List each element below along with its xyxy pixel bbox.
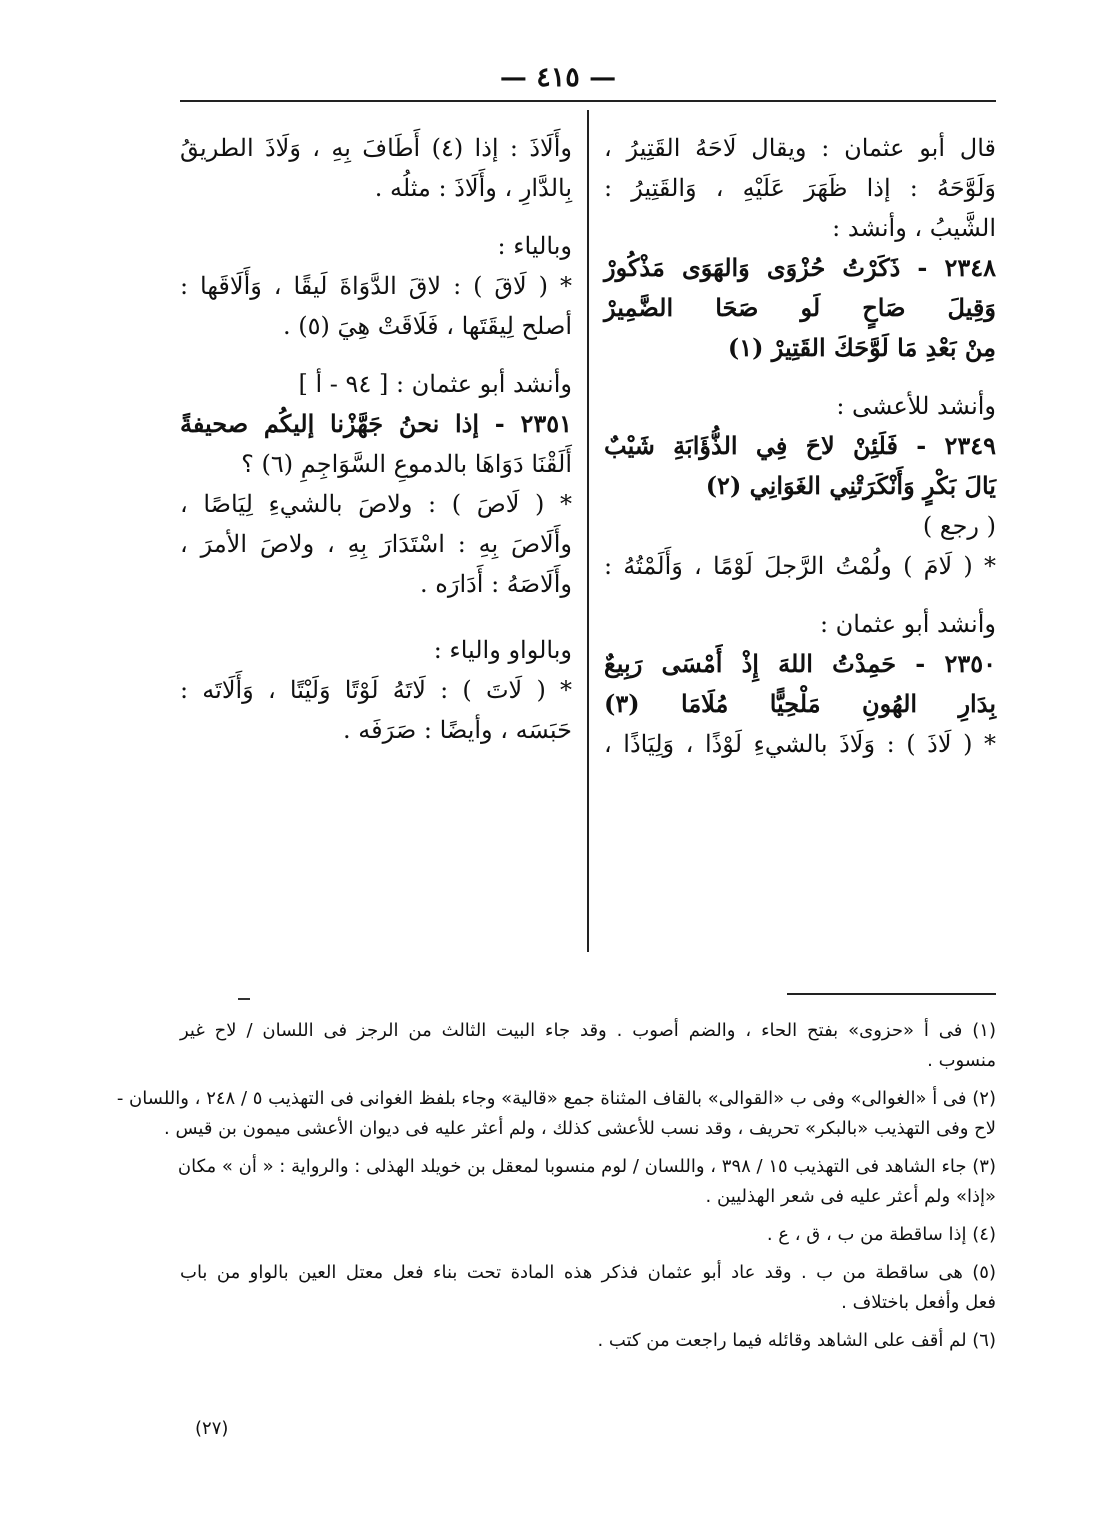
section-label: ( رجع ) <box>922 512 996 540</box>
entry-line: * ( لَاذَ ) : وَلَاذَ بالشيءِ لَوْذًا ، وَلِيَاذًا ، <box>604 730 996 758</box>
text-line: الشَّيبُ ، وأنشد : <box>832 214 996 242</box>
text-line: وأَلَاذَ : إذا (٤) أَطَافَ بِهِ ، وَلَاذَ الطريقُ <box>180 134 572 162</box>
verse-line: وَقِيلَ صَاحٍ لَو صَحَا الضَّمِيرْ <box>604 293 996 322</box>
footnote <box>180 1326 996 1356</box>
text-line: قال أبو عثمان : ويقال لَاحَهُ القَتِيرُ ، <box>604 134 996 162</box>
text-line: وأَلَاصَهُ : أَدَارَه . <box>420 570 572 598</box>
left-column <box>180 128 572 750</box>
header-rule <box>180 100 996 102</box>
footnote <box>180 1220 996 1250</box>
signature-mark: (٢٧) <box>195 1418 229 1439</box>
section-heading: وبالياء : <box>497 232 572 260</box>
footnote <box>180 1016 996 1076</box>
footnote-line: (٦) لم أقف على الشاهد وقائله فيما راجعت من كتب . <box>597 1330 996 1351</box>
text-line: أصلح لِيقَتَها ، فَلَاقَتْ هِيَ (٥) . <box>282 312 572 340</box>
footnote <box>180 1258 996 1318</box>
page-number: — ٤١٥ — <box>499 62 617 93</box>
verse-line: ٢٣٥١ - إذا نحنُ جَهَّزْنا إليكُم صحيفةً <box>180 409 572 438</box>
entry-line: * ( لَاتَ ) : لَاتَهُ لَوْتًا وَلَيْتًا ، وَأَلَاتَه : <box>180 676 572 704</box>
footnote-line: (٣) جاء الشاهد فى التهذيب ١٥ / ٣٩٨ ، واللسان / لوم منسوبا لمعقل بن خويلد الهذلى : والرواية : « أن » مكان <box>177 1156 996 1177</box>
entry-line: * ( لَاصَ ) : ولاصَ بالشيءِ لِيَاصًا ، <box>180 490 572 518</box>
column-divider <box>587 110 589 952</box>
footnote-rule-mark <box>238 998 250 1000</box>
verse-line: يَالَ بَكْرٍ وَأَنْكَرَتْنِي الغَوَانِي (٢) <box>705 471 996 500</box>
text-line: بِالدَّارِ ، وأَلَاذَ : مثلُه . <box>374 174 572 202</box>
text-line: حَبَسَه ، وأيضًا : صَرَفَه . <box>343 716 572 744</box>
footnote-line: (١) فى أ «حزوى» بفتح الحاء ، والضم أصوب . وقد جاء البيت الثالث من الرجز فى اللسان / لاح غير <box>180 1020 996 1041</box>
verse-line: مِنْ بَعْدِ مَا لَوَّحَكَ القَتِيرْ (١) <box>727 333 996 362</box>
footnote-line: لاح وفى التهذيب «بالبكر» تحريف ، وقد نسب للأعشى كذلك ، ولم أعثر عليه فى ديوان الأعشى ميمون بن قيس . <box>164 1118 996 1139</box>
text-line: وأنشد للأعشى : <box>836 392 996 420</box>
verse-line: بِدَارِ الهُونِ مَلْحِيًّا مُلَامَا (٣) <box>604 689 996 718</box>
text-line: وأَلَاصَ بِهِ : اسْتَدَارَ بِهِ ، ولاصَ الأمرَ ، <box>180 530 572 558</box>
text-line: وأنشد أبو عثمان : [ ٩٤ - أ ] <box>298 370 572 398</box>
footnote-line: (٥) هى ساقطة من ب . وقد عاد أبو عثمان فذكر هذه المادة تحت بناء فعل معتل العين بالواو من باب <box>180 1262 996 1283</box>
footnote <box>177 1152 996 1212</box>
footnote-line: «إذا» ولم أعثر عليه فى شعر الهذليين . <box>705 1186 996 1207</box>
footnote <box>116 1084 996 1144</box>
footnote-line: منسوب . <box>927 1050 996 1071</box>
footnote-line: (٢) فى أ «الغوالى» وفى ب «القوالى» بالقاف المثناة جمع «قالية» وجاء بلفظ الغوانى فى التهذيب ٥ / ٢٤٨ ، واللسان - <box>116 1088 996 1109</box>
footnote-line: (٤) إذا ساقطة من ب ، ق ، ع . <box>766 1224 996 1245</box>
section-heading: وبالواو والياء : <box>433 636 572 664</box>
entry-line: * ( لَامَ ) ولُمْتُ الرَّجلَ لَوْمًا ، وَأَلَمْتُهُ : <box>604 552 996 580</box>
footnote-rule <box>787 993 996 995</box>
entry-line: * ( لَاقَ ) : لاقَ الدَّوَاةَ لَيقًا ، وَأَلَاقَها : <box>180 272 572 300</box>
text-line: وأنشد أبو عثمان : <box>819 610 996 638</box>
right-column <box>604 128 996 764</box>
text-line: وَلَوَّحَهُ : إذا ظَهَرَ عَلَيْهِ ، وَالقَتِيرُ : <box>604 174 996 202</box>
verse-line: ٢٣٤٨ - ذَكَرْتُ حُزْوَى وَالهَوَى مَذْكُورْ <box>604 253 996 282</box>
verse-line: أَلَقْنَا دَوَاهَا بالدموعِ السَّوَاجِمِ (٦) ؟ <box>241 450 572 478</box>
footnote-line: فعل وأفعل باختلاف . <box>841 1292 996 1313</box>
verse-line: ٢٣٤٩ - فَلَئِنْ لاحَ فِي الذُّؤَابَةِ شَيْبٌ <box>604 431 996 460</box>
verse-line: ٢٣٥٠ - حَمِدْتُ اللهَ إِذْ أَمْسَى رَبِيعٌ <box>604 649 996 678</box>
footnotes <box>116 1016 996 1364</box>
